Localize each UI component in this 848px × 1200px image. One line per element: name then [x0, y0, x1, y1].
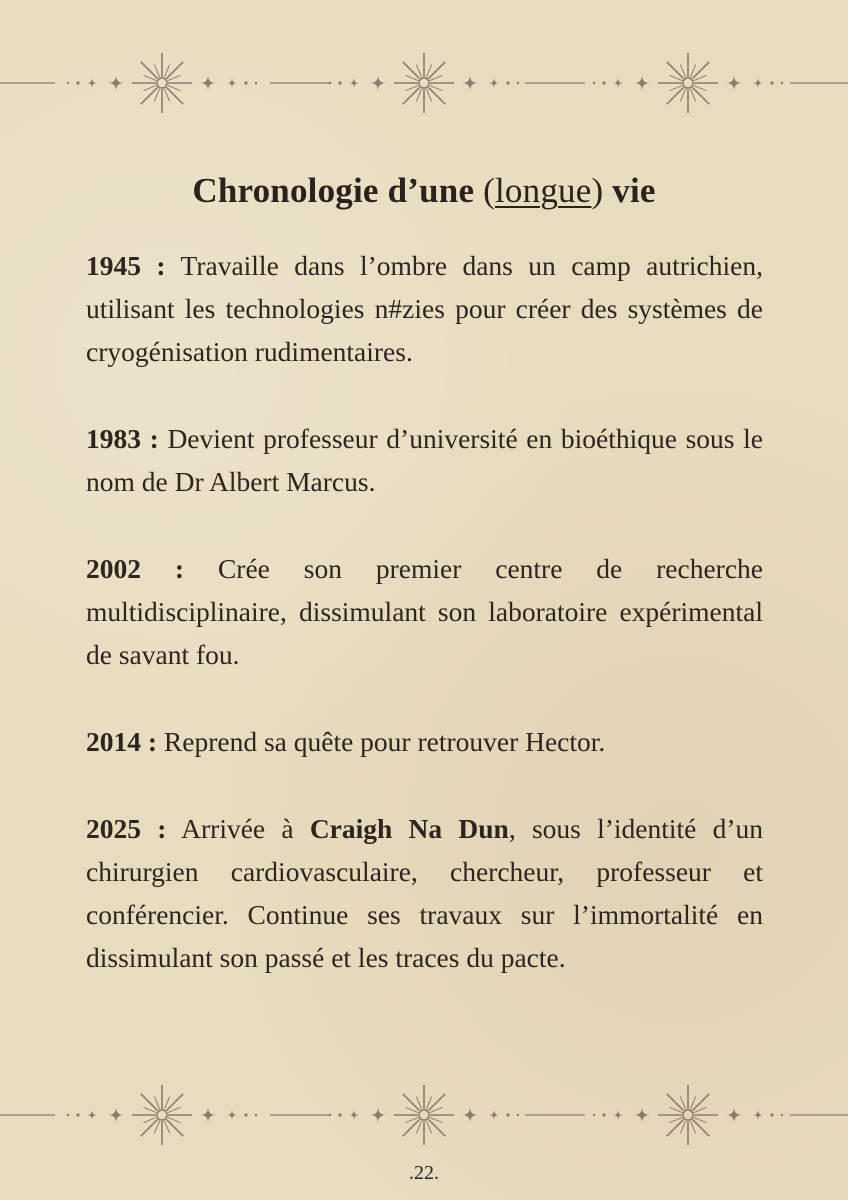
sparkle-icon — [462, 75, 478, 91]
sparkle-icon — [726, 75, 742, 91]
starburst-icon — [394, 53, 454, 113]
starburst-icon — [658, 1085, 718, 1145]
title-end: vie — [612, 171, 656, 211]
starburst-icon — [658, 53, 718, 113]
sparkle-icon — [227, 1110, 237, 1120]
entry-text: Crée son premier centre de recherche multidisciplinaire, dissimulant son laboratoire expérimental de savant fou. — [86, 553, 763, 670]
sparkle-icon — [613, 78, 623, 88]
timeline-entry — [86, 807, 763, 979]
sparkle-icon — [634, 75, 650, 91]
sparkle-icon — [370, 1107, 386, 1123]
timeline-entry — [86, 244, 763, 373]
timeline-entry — [86, 547, 763, 676]
sparkle-icon — [726, 1107, 742, 1123]
entry-place-name: Craigh Na Dun — [309, 813, 509, 844]
bottom-ornament — [0, 1080, 848, 1150]
sparkle-icon — [227, 78, 237, 88]
sparkle-icon — [200, 75, 216, 91]
page-title — [0, 171, 848, 211]
timeline — [86, 244, 763, 1023]
entry-year: 2014 : — [86, 726, 158, 757]
entry-year: 1983 : — [86, 423, 159, 454]
starburst-icon — [132, 1085, 192, 1145]
sparkle-icon — [489, 78, 499, 88]
title-underlined-word: longue — [495, 171, 592, 211]
title-paren-close: ) — [591, 171, 604, 211]
sparkle-icon — [370, 75, 386, 91]
sparkle-icon — [108, 1107, 124, 1123]
sparkle-icon — [200, 1107, 216, 1123]
sparkle-icon — [753, 78, 763, 88]
sparkle-icon — [87, 78, 97, 88]
sparkle-icon — [613, 1110, 623, 1120]
sparkle-icon — [87, 1110, 97, 1120]
top-ornament — [0, 48, 848, 118]
title-main: Chronologie d’une — [192, 171, 475, 211]
entry-text: Travaille dans l’ombre dans un camp autrichien, utilisant les technologies n#zies pour créer des systèmes de cryogénisation rudimentaires. — [86, 250, 763, 367]
sparkle-icon — [462, 1107, 478, 1123]
starburst-icon — [132, 53, 192, 113]
page-number: .22. — [409, 1162, 439, 1184]
entry-text: Reprend sa quête pour retrouver Hector. — [163, 726, 606, 757]
sparkle-icon — [753, 1110, 763, 1120]
sparkle-icon — [349, 1110, 359, 1120]
timeline-entry — [86, 720, 763, 763]
sparkle-icon — [634, 1107, 650, 1123]
sparkle-icon — [108, 75, 124, 91]
sparkle-icon — [489, 1110, 499, 1120]
sparkle-icon — [349, 78, 359, 88]
entry-text: Devient professeur d’université en bioéthique sous le nom de Dr Albert Marcus. — [86, 423, 763, 497]
entry-year: 2002 : — [86, 553, 185, 584]
entry-year: 1945 : — [86, 250, 166, 281]
entry-year: 2025 : — [86, 813, 167, 844]
starburst-icon — [394, 1085, 454, 1145]
entry-text-before: Arrivée à — [181, 813, 294, 844]
title-paren-open: ( — [483, 171, 495, 211]
timeline-entry — [86, 417, 763, 503]
entry-text-after: , sous l’identité d’un chirurgien cardiovasculaire, chercheur, professeur et conférencier. Continue ses travaux sur l’immortalité en dissimulant son passé et les traces du pacte. — [86, 813, 764, 973]
